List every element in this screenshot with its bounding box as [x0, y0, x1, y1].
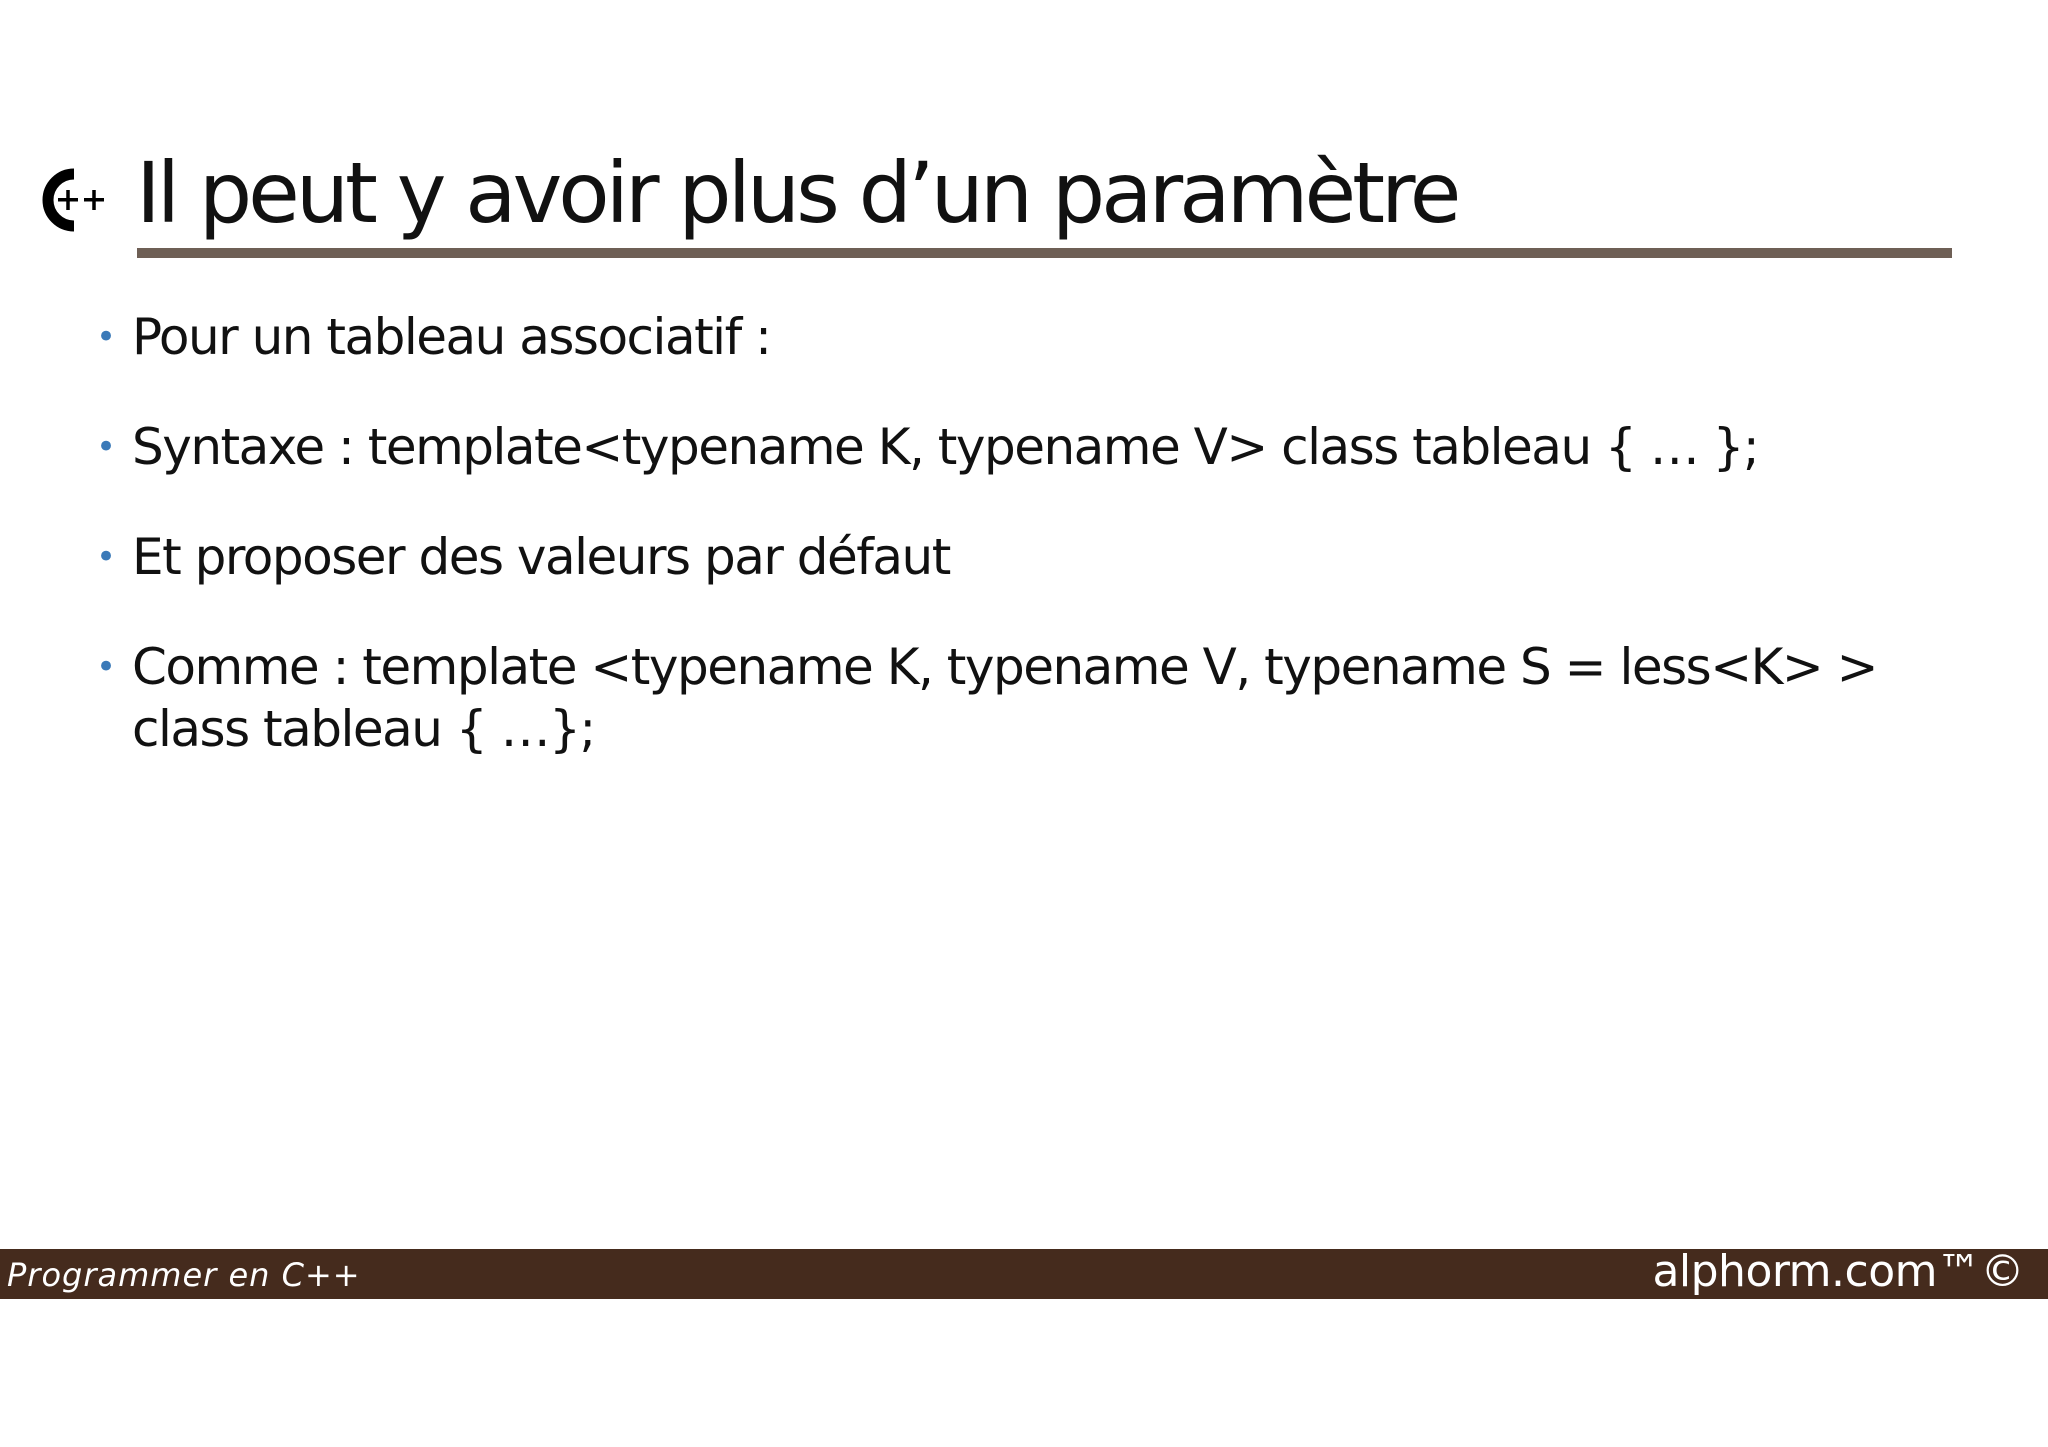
brand-label: alphorm.com™©	[1652, 1246, 2024, 1297]
bullet-text: Syntaxe : template<typename K, typename V> class tableau { … };	[132, 418, 1759, 476]
bullet-item	[92, 526, 1972, 588]
bullet-dot: •	[96, 427, 115, 467]
bullet-dot: •	[96, 647, 115, 687]
title-underline	[137, 248, 1952, 258]
slide-title: Il peut y avoir plus d’un paramètre	[136, 144, 1458, 242]
bullet-dot: •	[96, 317, 115, 357]
bullet-text: Pour un tableau associatif :	[132, 308, 771, 366]
bullet-dot: •	[96, 537, 115, 577]
bullet-item	[92, 416, 1972, 478]
bullet-text: Comme : template <typename K, typename V, typename S = less<K> > class tableau { …};	[132, 638, 1878, 758]
bullet-text: Et proposer des valeurs par défaut	[132, 528, 950, 586]
bullet-item	[92, 636, 1972, 760]
cpp-logo-icon	[30, 160, 120, 240]
course-title: Programmer en C++	[7, 1256, 361, 1294]
bullet-item	[92, 306, 1972, 368]
footer-bar	[0, 1246, 2048, 1299]
bullet-list	[92, 306, 1972, 808]
